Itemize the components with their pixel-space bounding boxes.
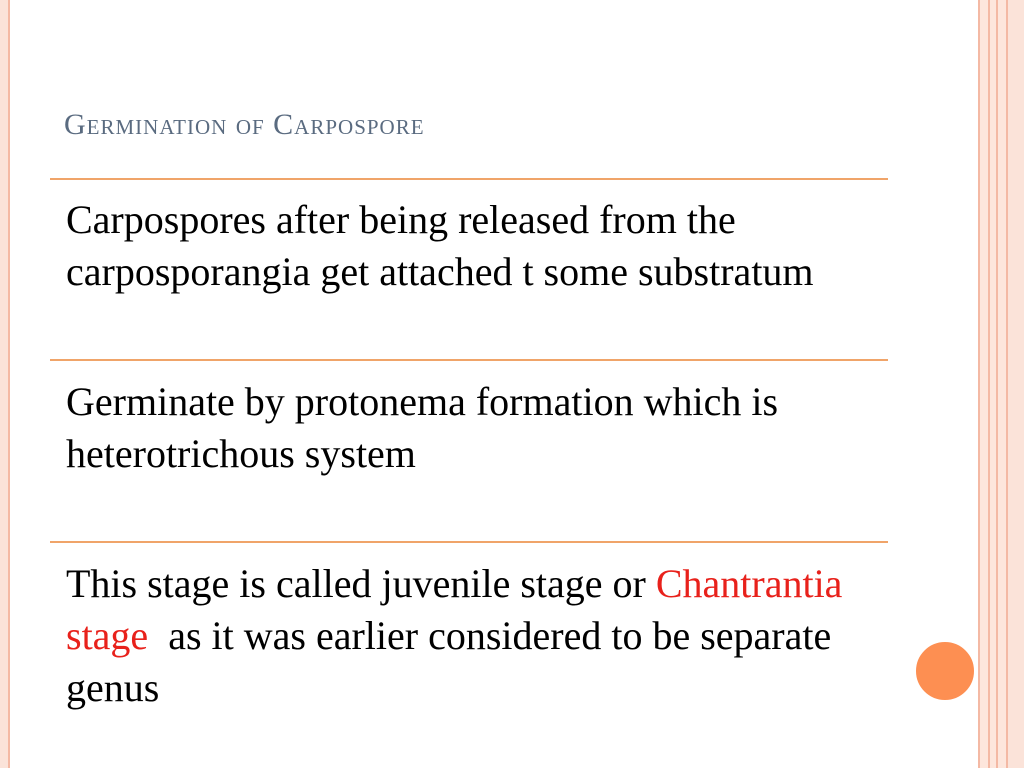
stripe xyxy=(1008,0,1024,768)
point-text-after: as it was earlier considered to be separate genus xyxy=(66,613,842,710)
point-text: Carpospores after being released from the carposporangia get attached t some substratum xyxy=(66,197,814,294)
point-text: Germinate by protonema formation which is heterotrichous system xyxy=(66,379,779,476)
stripe xyxy=(980,0,988,768)
divider-rule xyxy=(50,178,888,180)
divider-rule xyxy=(50,541,888,543)
slide-title: Germination of Carpospore xyxy=(64,108,425,141)
left-border-decoration xyxy=(0,0,10,768)
highlighted-term: Chantrantia stage xyxy=(66,561,843,658)
point-text xyxy=(66,558,886,714)
divider-rule xyxy=(50,359,888,361)
point-text-before: This stage is called juvenile stage or xyxy=(66,561,656,606)
right-stripes-decoration xyxy=(978,0,1024,768)
accent-circle xyxy=(914,640,976,702)
stripe xyxy=(998,0,1006,768)
